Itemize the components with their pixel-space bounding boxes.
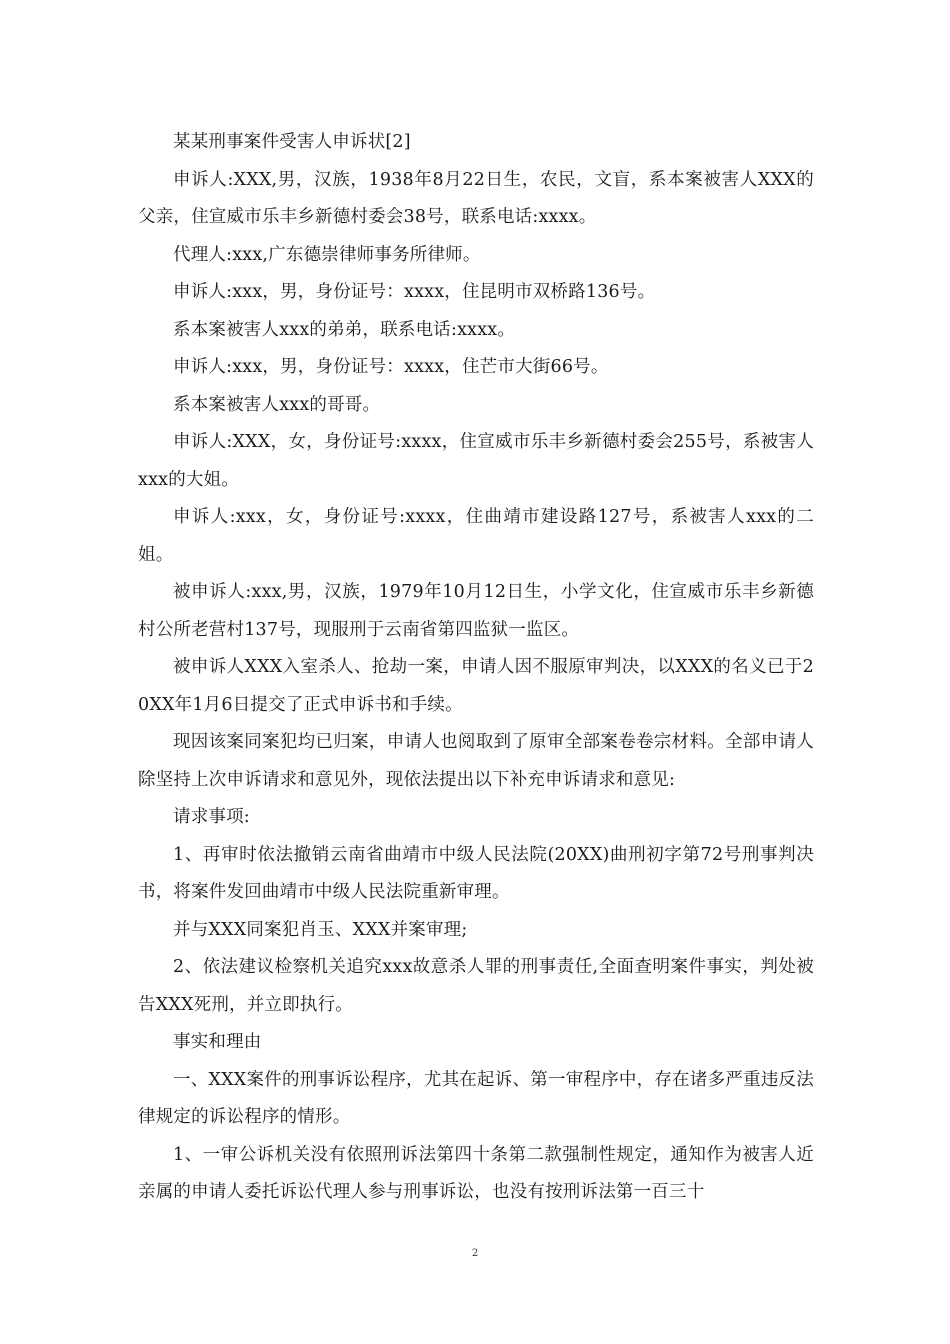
paragraph-elder-brother-relation: 系本案被害人xxx的哥哥。	[173, 394, 381, 415]
paragraph-appellant-father: 申诉人:XXX,男，汉族，1938年8月22日生，农民，文盲，系本案被害人XXX的父亲，住宣威市乐丰乡新德村委会38号，联系电话:xxxx。	[138, 169, 814, 227]
request-item-1: 1、再审时依法撤销云南省曲靖市中级人民法院(20XX)曲刑初字第72号刑事判决书，将案件发回曲靖市中级人民法院重新审理。	[138, 844, 814, 902]
paragraph-appellant-second-sister: 申诉人:xxx，女，身份证号:xxxx，住曲靖市建设路127号，系被害人xxx的二姐。	[138, 507, 814, 565]
paragraph-brother-relation: 系本案被害人xxx的弟弟，联系电话:xxxx。	[173, 319, 516, 340]
request-item-1-cont: 并与XXX同案犯肖玉、XXX并案审理;	[173, 919, 468, 940]
reason-item-1: 1、一审公诉机关没有依照刑诉法第四十条第二款强制性规定，通知作为被害人近亲属的申请人委托诉讼代理人参与刑事诉讼，也没有按刑诉法第一百三十	[138, 1144, 814, 1202]
heading-requests: 请求事项:	[173, 807, 250, 827]
paragraph-case-summary: 被申诉人XXX入室杀人、抢劫一案，申请人因不服原审判决，以XXX的名义已于20XX年1月6日提交了正式申诉书和手续。	[138, 657, 814, 715]
paragraph-supplement: 现因该案同案犯均已归案，申请人也阅取到了原审全部案卷卷宗材料。全部申请人除坚持上次申诉请求和意见外，现依法提出以下补充申诉请求和意见:	[138, 732, 814, 790]
request-item-2: 2、依法建议检察机关追究xxx故意杀人罪的刑事责任,全面查明案件事实，判处被告XXX死刑，并立即执行。	[138, 957, 814, 1015]
heading-facts-reasons: 事实和理由	[173, 1032, 262, 1052]
page-number: 2	[471, 1248, 479, 1259]
paragraph-appellant-elder-brother: 申诉人:xxx，男，身份证号：xxxx，住芒市大街66号。	[173, 357, 609, 377]
paragraph-respondent: 被申诉人:xxx,男，汉族，1979年10月12日生，小学文化，住宣威市乐丰乡新德村公所老营村137号，现服刑于云南省第四监狱一监区。	[138, 582, 814, 640]
document-title: 某某刑事案件受害人申诉状[2]	[173, 132, 411, 152]
reason-section-1: 一、XXX案件的刑事诉讼程序，尤其在起诉、第一审程序中，存在诸多严重违反法律规定的诉讼程序的情形。	[138, 1069, 814, 1127]
document-body	[138, 124, 814, 1212]
paragraph-appellant-eldest-sister: 申诉人:XXX，女，身份证号:xxxx，住宣威市乐丰乡新德村委会255号，系被害人xxx的大姐。	[138, 432, 814, 490]
paragraph-appellant-brother: 申诉人:xxx，男，身份证号：xxxx，住昆明市双桥路136号。	[173, 282, 656, 302]
paragraph-agent: 代理人:xxx,广东德崇律师事务所律师。	[173, 244, 481, 265]
